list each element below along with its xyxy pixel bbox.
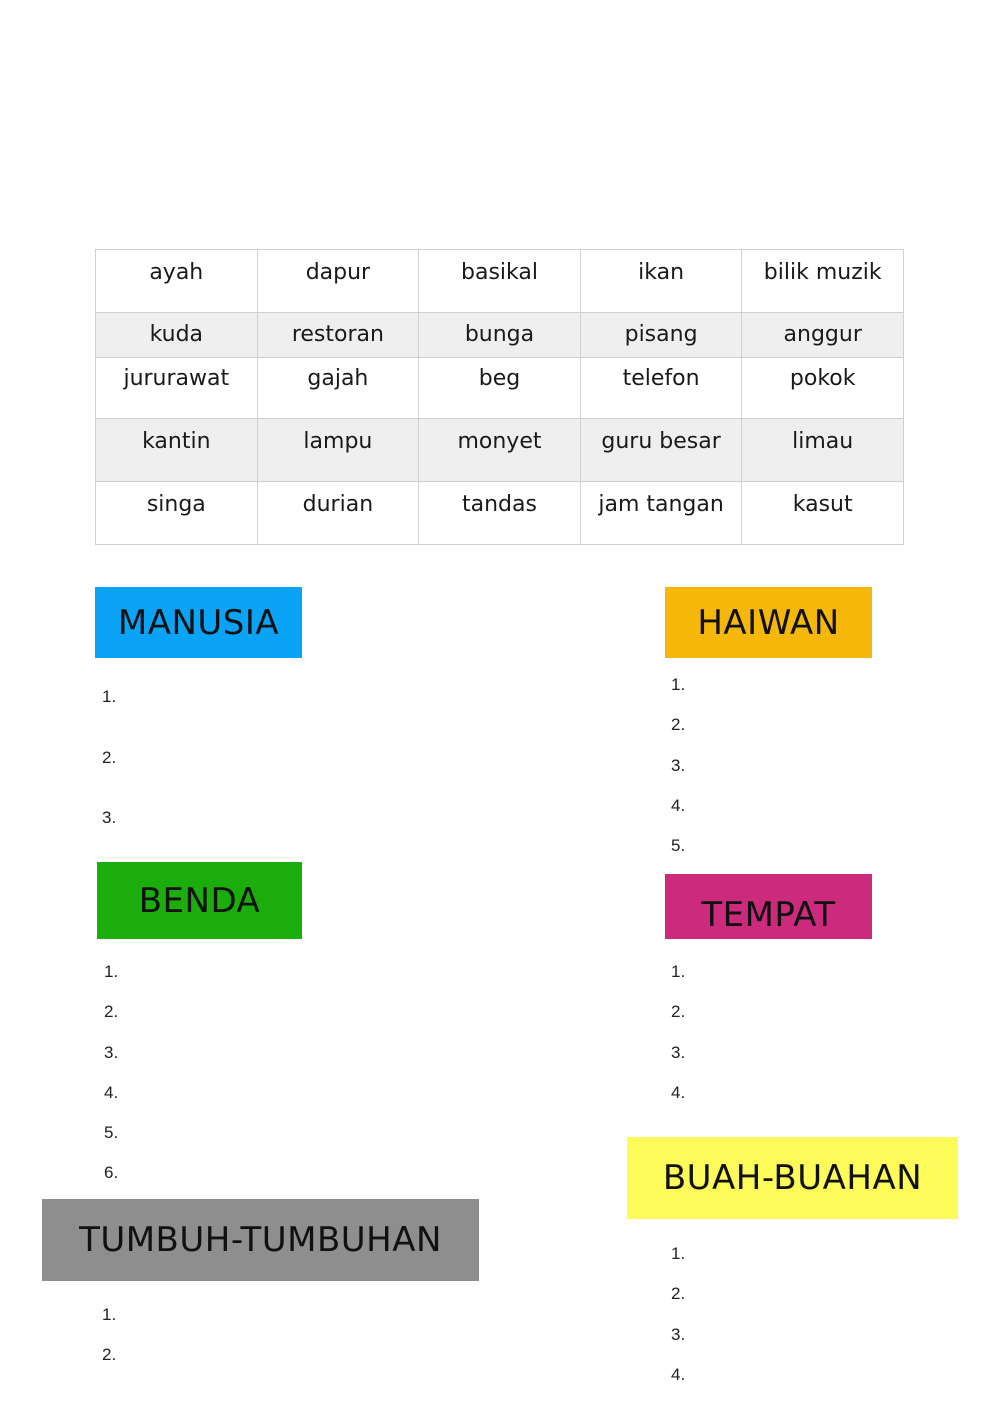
table-row [96,313,904,358]
word-cell: ayah [96,250,258,313]
answer-list-manusia [102,687,116,848]
list-item: 4. [671,1364,686,1384]
word-cell: kuda [96,313,258,358]
list-item: 3. [104,1042,119,1062]
word-cell: pisang [580,313,742,358]
word-cell: restoran [257,313,419,358]
category-label-benda: BENDA [97,862,302,939]
list-item: 1. [104,962,119,981]
word-cell: lampu [257,419,419,482]
word-cell: kantin [96,419,258,482]
list-item: 3. [671,1324,686,1344]
category-label-manusia: MANUSIA [95,587,302,658]
word-cell: kasut [742,482,904,545]
table-row [96,482,904,545]
answer-list-tumbuh-tumbuhan [102,1305,116,1386]
list-item: 3. [102,808,117,827]
list-item: 2. [102,1345,117,1365]
word-bank-table [95,249,904,545]
word-cell: pokok [742,358,904,419]
word-cell: anggur [742,313,904,358]
word-cell: beg [419,358,581,419]
word-cell: jam tangan [580,482,742,545]
list-item: 5. [671,836,686,856]
word-cell: bunga [419,313,581,358]
list-item: 1. [671,1244,686,1263]
list-item: 6. [104,1163,119,1183]
category-label-buah-buahan: BUAH-BUAHAN [627,1137,958,1219]
list-item: 2. [671,1284,686,1304]
word-cell: basikal [419,250,581,313]
list-item: 2. [671,1002,686,1022]
word-cell: limau [742,419,904,482]
answer-list-tempat [671,962,685,1123]
list-item: 2. [671,715,686,735]
list-item: 1. [671,962,686,981]
word-cell: guru besar [580,419,742,482]
answer-list-benda [104,962,118,1204]
list-item: 4. [671,795,686,815]
word-cell: jururawat [96,358,258,419]
list-item: 4. [671,1082,686,1102]
table-row [96,250,904,313]
word-cell: telefon [580,358,742,419]
table-row [96,419,904,482]
answer-list-haiwan [671,675,685,876]
list-item: 1. [102,687,117,706]
word-cell: bilik muzik [742,250,904,313]
category-label-tempat: TEMPAT [665,874,872,939]
list-item: 1. [102,1305,117,1324]
answer-list-buah-buahan [671,1244,685,1405]
category-label-tumbuh-tumbuhan: TUMBUH-TUMBUHAN [42,1199,479,1281]
word-cell: durian [257,482,419,545]
list-item: 1. [671,675,686,694]
category-label-haiwan: HAIWAN [665,587,872,658]
table-row [96,358,904,419]
word-cell: tandas [419,482,581,545]
list-item: 2. [102,747,117,767]
word-cell: ikan [580,250,742,313]
list-item: 3. [671,1042,686,1062]
word-cell: gajah [257,358,419,419]
list-item: 2. [104,1002,119,1022]
word-cell: monyet [419,419,581,482]
word-cell: singa [96,482,258,545]
list-item: 3. [671,755,686,775]
list-item: 4. [104,1082,119,1102]
word-cell: dapur [257,250,419,313]
list-item: 5. [104,1123,119,1143]
